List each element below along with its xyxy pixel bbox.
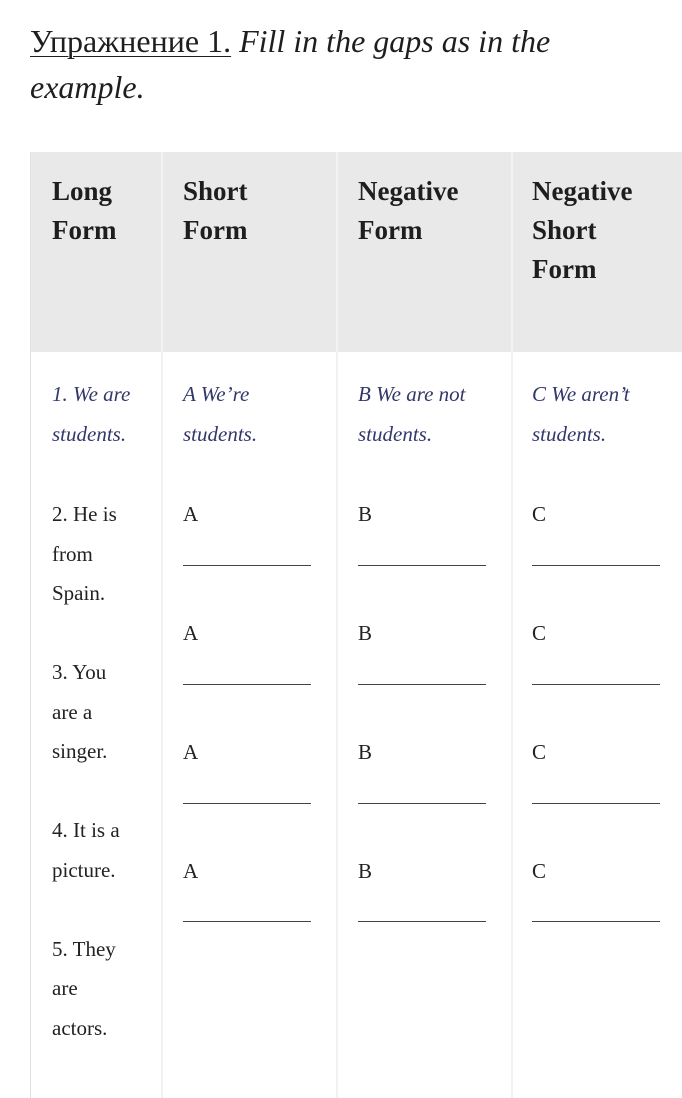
forms-table xyxy=(30,152,682,1098)
example-text: A We’re xyxy=(183,382,250,406)
example-short-form xyxy=(183,375,257,454)
answer-blank-negative-short[interactable] xyxy=(532,803,660,804)
answer-blank-short[interactable] xyxy=(183,565,311,566)
long-form-text: Spain. xyxy=(52,581,106,605)
answer-label-negative-short: C xyxy=(532,502,547,526)
table-left-border xyxy=(30,152,31,1098)
example-long-form xyxy=(52,375,130,454)
answer-label-negative: B xyxy=(358,502,373,526)
answer-label-short: A xyxy=(183,502,199,526)
answer-blank-negative[interactable] xyxy=(358,803,486,804)
header-text: Negative xyxy=(532,176,633,206)
example-text: students. xyxy=(532,421,607,446)
column-divider xyxy=(161,152,163,1098)
answer-blank-short[interactable] xyxy=(183,921,311,922)
answer-label-short: A xyxy=(183,859,199,883)
answer-label-negative: B xyxy=(358,859,373,883)
long-form-list xyxy=(52,495,120,1048)
long-form-text: actors. xyxy=(52,1015,108,1040)
header-text: Long xyxy=(52,176,113,206)
header-text: Form xyxy=(52,215,117,245)
header-short-form xyxy=(183,172,248,250)
exercise-number: Упражнение 1. xyxy=(30,23,232,59)
long-form-text: picture. xyxy=(52,857,116,882)
answer-blank-negative[interactable] xyxy=(358,921,486,922)
exercise-title xyxy=(30,18,670,110)
answer-blank-negative[interactable] xyxy=(358,565,486,566)
header-text: Form xyxy=(532,254,597,284)
example-negative-short-form xyxy=(532,375,630,454)
example-text: students. xyxy=(358,421,433,446)
answer-blank-negative[interactable] xyxy=(358,684,486,685)
answer-blank-negative-short[interactable] xyxy=(532,565,660,566)
answer-label-negative: B xyxy=(358,740,373,764)
long-form-text: 3. You xyxy=(52,660,107,684)
exercise-instruction: Fill in the gaps as in the example. xyxy=(30,23,551,105)
answer-blank-short[interactable] xyxy=(183,803,311,804)
long-form-text: are xyxy=(52,976,78,1000)
header-negative-short-form xyxy=(532,172,632,289)
long-form-text: 4. It is a xyxy=(52,818,120,842)
answer-label-negative-short: C xyxy=(532,740,547,764)
example-text: students. xyxy=(183,421,258,446)
answer-label-short: A xyxy=(183,740,199,764)
answer-blank-negative-short[interactable] xyxy=(532,921,660,922)
header-negative-form xyxy=(358,172,458,250)
long-form-text: are a xyxy=(52,699,93,724)
long-form-text: singer. xyxy=(52,739,108,763)
header-text: Form xyxy=(183,215,248,245)
answer-label-negative: B xyxy=(358,621,373,645)
example-text: B We are not xyxy=(358,382,466,406)
long-form-text: 5. They xyxy=(52,936,116,961)
example-text: C We aren’t xyxy=(532,382,630,406)
long-form-text: 2. He is xyxy=(52,502,117,526)
column-divider xyxy=(511,152,513,1098)
example-negative-form xyxy=(358,375,466,454)
header-text: Form xyxy=(358,215,423,245)
answer-label-negative-short: C xyxy=(532,621,547,645)
column-divider xyxy=(336,152,338,1098)
answer-blank-short[interactable] xyxy=(183,684,311,685)
example-text: 1. We are xyxy=(52,382,131,406)
header-text: Short xyxy=(183,176,248,206)
long-form-text: from xyxy=(52,541,93,566)
answer-blank-negative-short[interactable] xyxy=(532,684,660,685)
header-text: Negative xyxy=(358,176,459,206)
answer-label-short: A xyxy=(183,621,199,645)
answer-label-negative-short: C xyxy=(532,859,547,883)
header-text: Short xyxy=(532,215,597,245)
example-text: students. xyxy=(52,421,127,446)
header-long-form xyxy=(52,172,116,250)
